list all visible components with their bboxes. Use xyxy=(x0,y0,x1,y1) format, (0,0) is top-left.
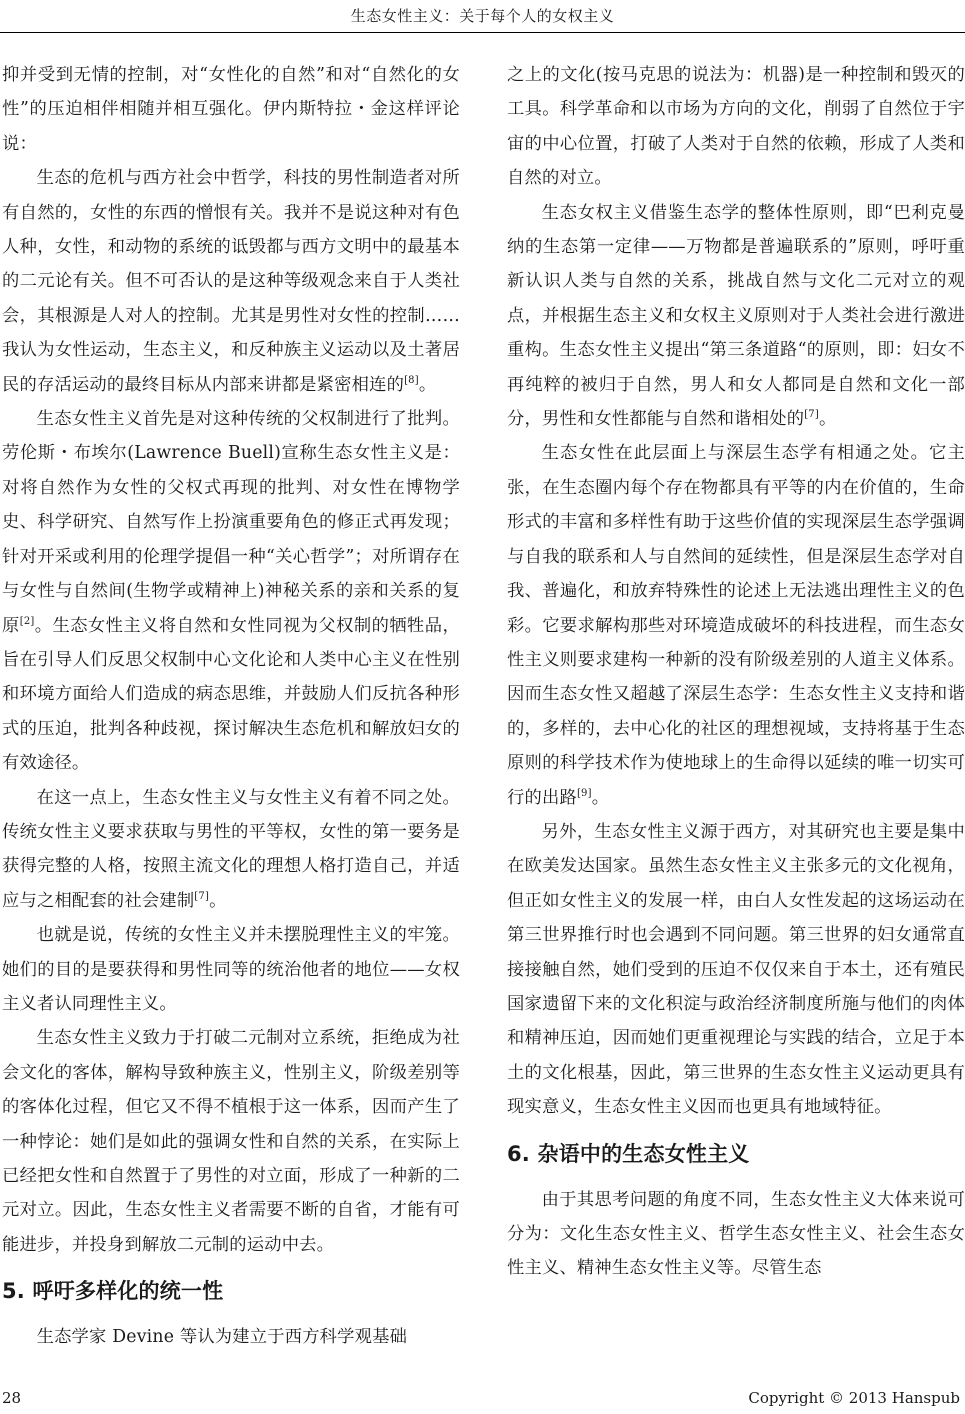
punctuation: 。 xyxy=(209,890,227,911)
punctuation: 。 xyxy=(418,374,437,395)
paragraph xyxy=(2,781,460,919)
left-column xyxy=(2,58,460,1355)
block-quote xyxy=(2,161,460,402)
paragraph-text: 之上的文化(按马克思的说法为：机器)是一种控制和毁灭的工具。科学革命和以市场为方向的文化，削弱了自然位于宇宙的中心位置，打破了人类对于自然的依赖，形成了人类和自然的对立。 xyxy=(507,65,965,189)
running-header: 生态女性主义：关于每个人的女权主义 xyxy=(350,7,615,25)
citation[interactable]: [7] xyxy=(804,409,819,421)
paragraph-text: 生态女性主义致力于打破二元制对立系统，拒绝成为社会文化的客体，解构导致种族主义，性别主义，阶级差别等的客体化过程，但它又不得不植根于这一体系，因而产生了一种悖论：她们是如此的强调女性和自然的关系，在实际上已经把女性和自然置于了男性的对立面，形成了一种新的二元对立。因此，生态女性主义者需要不断的自省，才能有可能进步，并投身到解放二元制的运动中去。 xyxy=(2,1028,460,1255)
section-heading: 6. 杂语中的生态女性主义 xyxy=(507,1141,750,1166)
paragraph xyxy=(2,58,460,161)
citation[interactable]: [8] xyxy=(404,374,419,386)
citation[interactable]: [2] xyxy=(19,615,35,627)
right-column xyxy=(507,58,965,1286)
paragraph xyxy=(507,815,965,1125)
paragraph xyxy=(2,1021,460,1262)
paragraph xyxy=(2,1320,460,1354)
paragraph-text: 生态学家 Devine 等认为建立于西方科学观基础 xyxy=(36,1327,408,1348)
paragraph-text: 抑并受到无情的控制，对“女性化的自然”和对“自然化的女性”的压迫相伴相随并相互强化。伊内斯特拉・金这样评论说： xyxy=(2,65,460,154)
paragraph-text: 生态的危机与西方社会中哲学，科技的男性制造者对所有自然的，女性的东西的憎恨有关。我并不是说这种对有色人种，女性，和动物的系统的诋毁都与西方文明中的最基本的二元论有关。但不可否认的是这种等级观念来自于人类社会，其根源是人对人的控制。尤其是男性对女性的控制……我认为女性运动，生态主义，和反种族主义运动以及土著居民的存活运动的最终目标从内部来讲都是紧密相连的 xyxy=(2,168,460,395)
copyright-notice: Copyright © 2013 Hanspub xyxy=(748,1389,960,1407)
paragraph-text: 生态女性主义首先是对这种传统的父权制进行了批判。劳伦斯・布埃尔(Lawrence Buell)宣称生态女性主义是：对将自然作为女性的父权式再现的批判、对女性在博物学史、科学研究、自然写作上扮演重要角色的修正式再发现；针对开采或利用的伦理学提倡一种“关心哲学”；对所谓存在与女性与自然间(生物学或精神上)神秘关系的亲和关系的复原 xyxy=(2,409,460,636)
paragraph xyxy=(507,1183,965,1286)
paragraph xyxy=(507,58,965,196)
paragraph-text: 。生态女性主义将自然和女性同视为父权制的牺牲品，旨在引导人们反思父权制中心文化论和人类中心主义在性别和环境方面给人们造成的病态思维，并鼓励人们反抗各种形式的压迫，批判各种歧视，探讨解决生态危机和解放妇女的有效途径。 xyxy=(2,615,460,774)
paragraph xyxy=(507,196,965,437)
paragraph xyxy=(2,918,460,1021)
section-heading: 5. 呼吁多样化的统一性 xyxy=(2,1279,224,1304)
header-rule xyxy=(0,32,965,33)
punctuation: 。 xyxy=(818,409,837,430)
paragraph xyxy=(507,436,965,814)
paragraph-text: 由于其思考问题的角度不同，生态女性主义大体来说可分为：文化生态女性主义、哲学生态女性主义、社会生态女性主义、精神生态女性主义等。尽管生态 xyxy=(507,1189,965,1279)
paragraph-text: 也就是说，传统的女性主义并未摆脱理性主义的牢笼。她们的目的是要获得和男性同等的统治他者的地位——女权主义者认同理性主义。 xyxy=(2,925,460,1014)
paragraph-text: 生态女权主义借鉴生态学的整体性原则，即“巴利克曼纳的生态第一定律——万物都是普遍联系的”原则，呼吁重新认识人类与自然的关系，挑战自然与文化二元对立的观点，并根据生态主义和女权主义原则对于人类社会进行激进重构。生态女性主义提出“第三条道路“的原则，即：妇女不再纯粹的被归于自然，男人和女人都同是自然和文化一部分，男性和女性都能与自然和谐相处的 xyxy=(507,202,965,430)
punctuation: 。 xyxy=(591,787,610,808)
citation[interactable]: [7] xyxy=(194,890,210,902)
paragraph-text: 生态女性在此层面上与深层生态学有相通之处。它主张，在生态圈内每个存在物都具有平等的内在价值的，生命形式的丰富和多样性有助于这些价值的实现深层生态学强调与自我的联系和人与自然间的延续性，但是深层生态学对自我、普遍化，和放弃特殊性的论述上无法逃出理性主义的色彩。它要求解构那些对环境造成破坏的科技进程，而生态女性主义则要求建构一种新的没有阶级差别的人道主义体系。因而生态女性又超越了深层生态学：生态女性主义支持和谐的，多样的，去中心化的社区的理想视域，支持将基于生态原则的科学技术作为使地球上的生命得以延续的唯一切实可行的出路 xyxy=(507,443,965,808)
page-number: 28 xyxy=(2,1389,22,1407)
paragraph-text: 在这一点上，生态女性主义与女性主义有着不同之处。传统女性主义要求获取与男性的平等权，女性的第一要务是获得完整的人格，按照主流文化的理想人格打造自己，并适应与之相配套的社会建制 xyxy=(2,787,460,911)
paragraph xyxy=(2,402,460,780)
citation[interactable]: [9] xyxy=(576,787,592,799)
paragraph-text: 另外，生态女性主义源于西方，对其研究也主要是集中在欧美发达国家。虽然生态女性主义主张多元的文化视角，但正如女性主义的发展一样，由白人女性发起的这场运动在第三世界推行时也会遇到不同问题。第三世界的妇女通常直接接触自然，她们受到的压迫不仅仅来自于本土，还有殖民国家遗留下来的文化积淀与政治经济制度所施与他们的肉体和精神压迫，因而她们更重视理论与实践的结合，立足于本土的文化根基，因此，第三世界的生态女性主义运动更具有现实意义，生态女性主义因而也更具有地域特征。 xyxy=(507,821,965,1118)
